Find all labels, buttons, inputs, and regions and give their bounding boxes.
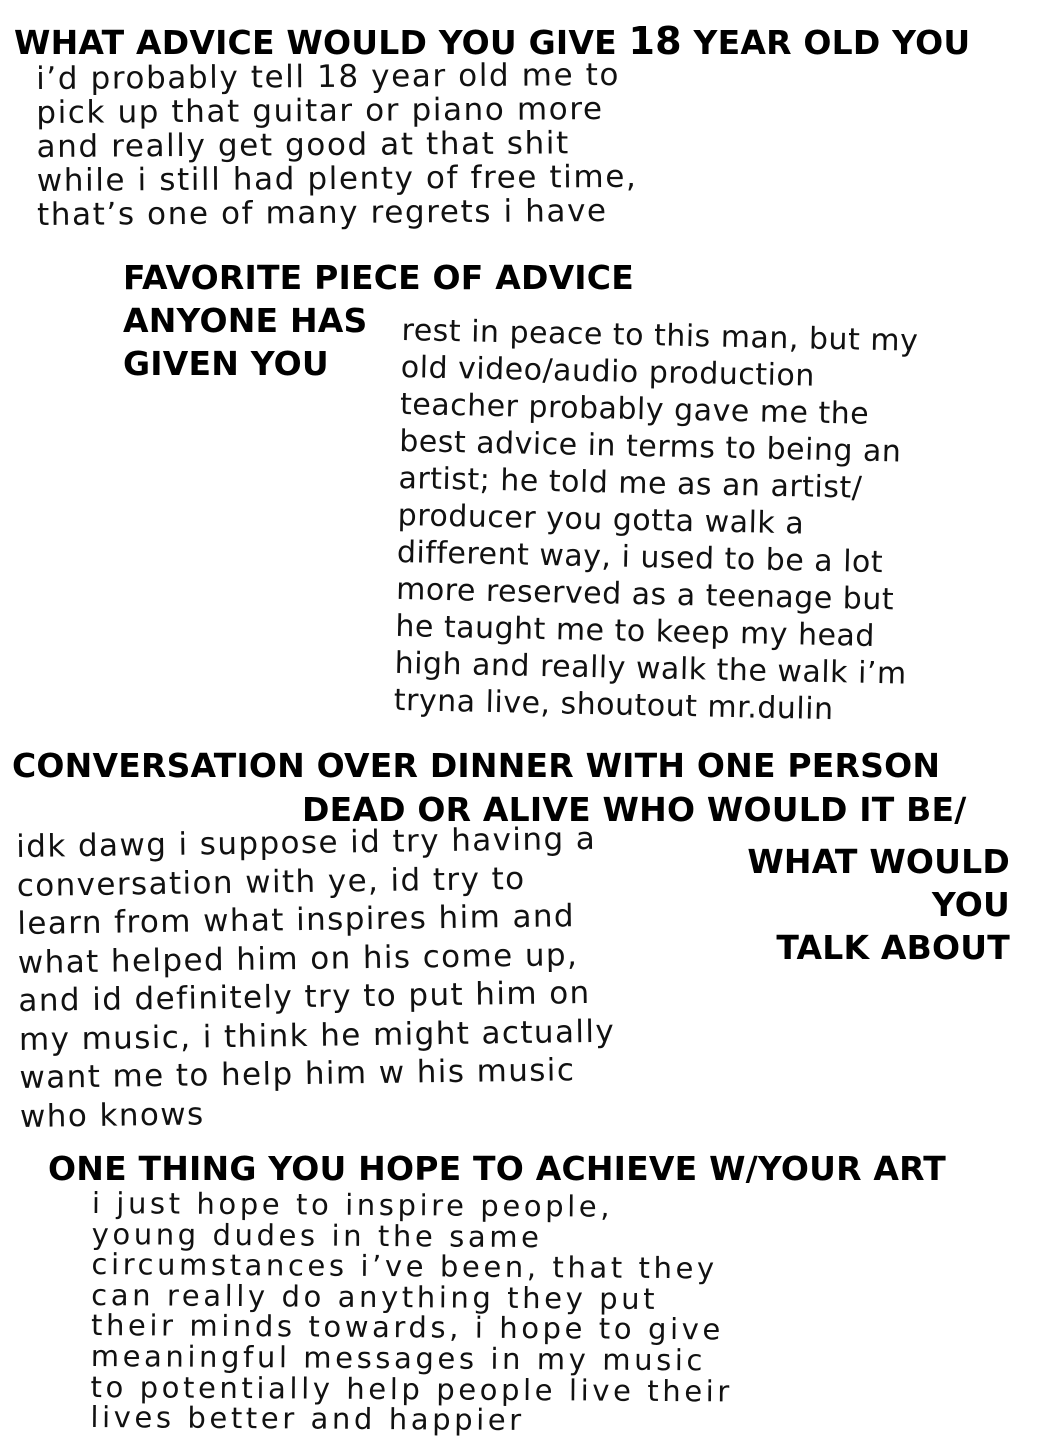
question-dinner-line-1: CONVERSATION OVER DINNER WITH ONE PERSON (12, 746, 941, 785)
answer-line: idk dawg i suppose id try having a (16, 820, 597, 865)
answer-line: want me to help him w his music (19, 1052, 576, 1096)
answer-favorite-advice (393, 312, 918, 730)
answer-line: pick up that guitar or piano more (36, 91, 604, 131)
question-hope-to-achieve: ONE THING YOU HOPE TO ACHIEVE W/YOUR ART (48, 1149, 946, 1188)
answer-line: circumstances i’ve been, that they (91, 1247, 718, 1286)
question-text-before: WHAT ADVICE WOULD YOU GIVE (14, 23, 629, 62)
question-line: ANYONE HAS (123, 301, 368, 340)
question-line: GIVEN YOU (123, 344, 329, 383)
answer-line: can really do anything they put (91, 1277, 659, 1316)
answer-line: old video/audio production (400, 349, 816, 394)
answer-line: more reserved as a teenage but (395, 571, 895, 618)
answer-line: who knows (19, 1095, 205, 1135)
answer-line: young dudes in the same (91, 1216, 543, 1254)
answer-line: that’s one of many regrets i have (36, 193, 608, 233)
question-line: TALK ABOUT (776, 928, 1010, 967)
answer-line: lives better and happier (90, 1400, 525, 1438)
question-dinner-side (747, 840, 1010, 969)
answer-line: while i still had plenty of free time, (36, 158, 638, 199)
question-line: FAVORITE PIECE OF ADVICE (123, 258, 634, 297)
answer-line: he taught me to keep my head (395, 608, 876, 654)
answer-line: teacher probably gave me the (399, 386, 870, 432)
answer-line: conversation with ye, id try to (16, 860, 526, 904)
answer-line: meaningful messages in my music (90, 1338, 707, 1378)
answer-line: learn from what inspires him and (17, 898, 576, 942)
answer-line: and id definitely try to put him on (18, 974, 591, 1019)
answer-advice-to-18-year-old (36, 58, 638, 232)
answer-line: my music, i think he might actually (18, 1013, 616, 1058)
answer-line: i’d probably tell 18 year old me to (35, 56, 621, 97)
answer-line: to potentially help people live their (90, 1369, 734, 1409)
question-dinner-line-2: DEAD OR ALIVE WHO WOULD IT BE/ (302, 790, 967, 829)
answer-line: different way, i used to be a lot (396, 534, 884, 581)
answer-line: i just hope to inspire people, (91, 1186, 614, 1224)
question-text-after: YEAR OLD YOU (681, 23, 971, 62)
answer-line: artist; he told me as an artist/ (398, 460, 863, 506)
question-number: 18 (628, 19, 682, 63)
answer-dinner-conversation (16, 820, 616, 1136)
answer-line: producer you gotta walk a (397, 497, 805, 542)
answer-line: tryna live, shoutout mr.dulin (393, 682, 834, 728)
answer-hope-to-achieve (90, 1188, 734, 1437)
question-line: WHAT WOULD (747, 842, 1010, 881)
answer-line: and really get good at that shit (36, 125, 570, 165)
answer-line: rest in peace to this man, but my (401, 312, 919, 359)
answer-line: high and really walk the walk i’m (394, 645, 907, 692)
answer-line: their minds towards, i hope to give (90, 1308, 725, 1347)
answer-line: what helped him on his come up, (17, 936, 579, 981)
question-line: YOU (931, 885, 1010, 924)
answer-line: best advice in terms to being an (398, 423, 902, 470)
